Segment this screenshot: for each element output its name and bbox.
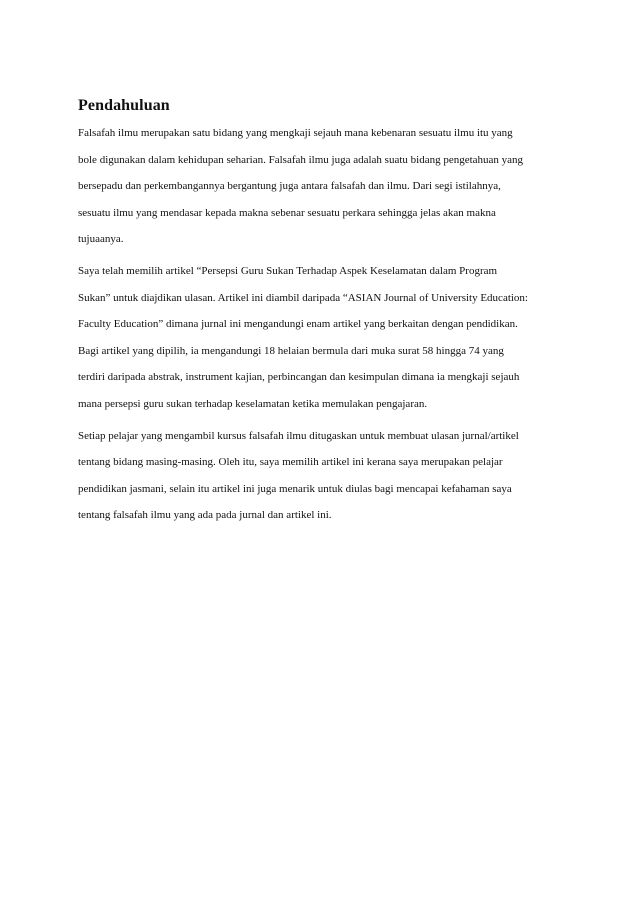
text-line: Faculty Education” dimana jurnal ini mengandungi enam artikel yang berkaitan dengan pendidikan. [78,318,518,331]
text-line: terdiri daripada abstrak, instrument kajian, perbincangan dan kesimpulan dimana ia mengkaji sejauh [78,371,520,384]
text-line: bersepadu dan perkembangannya bergantung juga antara falsafah dan ilmu. Dari segi istilahnya, [78,180,501,193]
paragraph-introduction [78,120,578,253]
text-line: Falsafah ilmu merupakan satu bidang yang mengkaji sejauh mana kebenaran sesuatu ilmu itu yang [78,127,513,139]
text-line: tujuaanya. [78,233,124,246]
text-line: Setiap pelajar yang mengambil kursus falsafah ilmu ditugaskan untuk membuat ulasan jurnal/artikel [78,429,519,442]
text-line: pendidikan jasmani, selain itu artikel ini juga menarik untuk diulas bagi mencapai kefahaman saya [78,482,512,495]
text-line: Bagi artikel yang dipilih, ia mengandungi 18 helaian bermula dari muka surat 58 hingga 74 yang [78,344,504,357]
text-line: bole digunakan dalam kehidupan seharian. Falsafah ilmu juga adalah suatu bidang pengetahuan yang [78,153,524,166]
paragraph-reason [78,423,578,529]
section-heading: Pendahuluan [78,97,170,114]
text-line: tentang bidang masing-masing. Oleh itu, saya memilih artikel ini kerana saya merupakan pelajar [78,456,503,469]
text-line: Saya telah memilih artikel “Persepsi Guru Sukan Terhadap Aspek Keselamatan dalam Program [78,264,498,277]
text-line: mana persepsi guru sukan terhadap keselamatan ketika memulakan pengajaran. [78,397,428,410]
text-line: tentang falsafah ilmu yang ada pada jurnal dan artikel ini. [78,509,332,522]
paragraph-article-selection [78,258,578,418]
text-line: sesuatu ilmu yang mendasar kepada makna sebenar sesuatu perkara sehingga jelas akan makna [78,206,496,219]
text-line: Sukan” untuk diajdikan ulasan. Artikel ini diambil daripada “ASIAN Journal of University Education: [78,291,528,304]
document-body [78,96,578,534]
